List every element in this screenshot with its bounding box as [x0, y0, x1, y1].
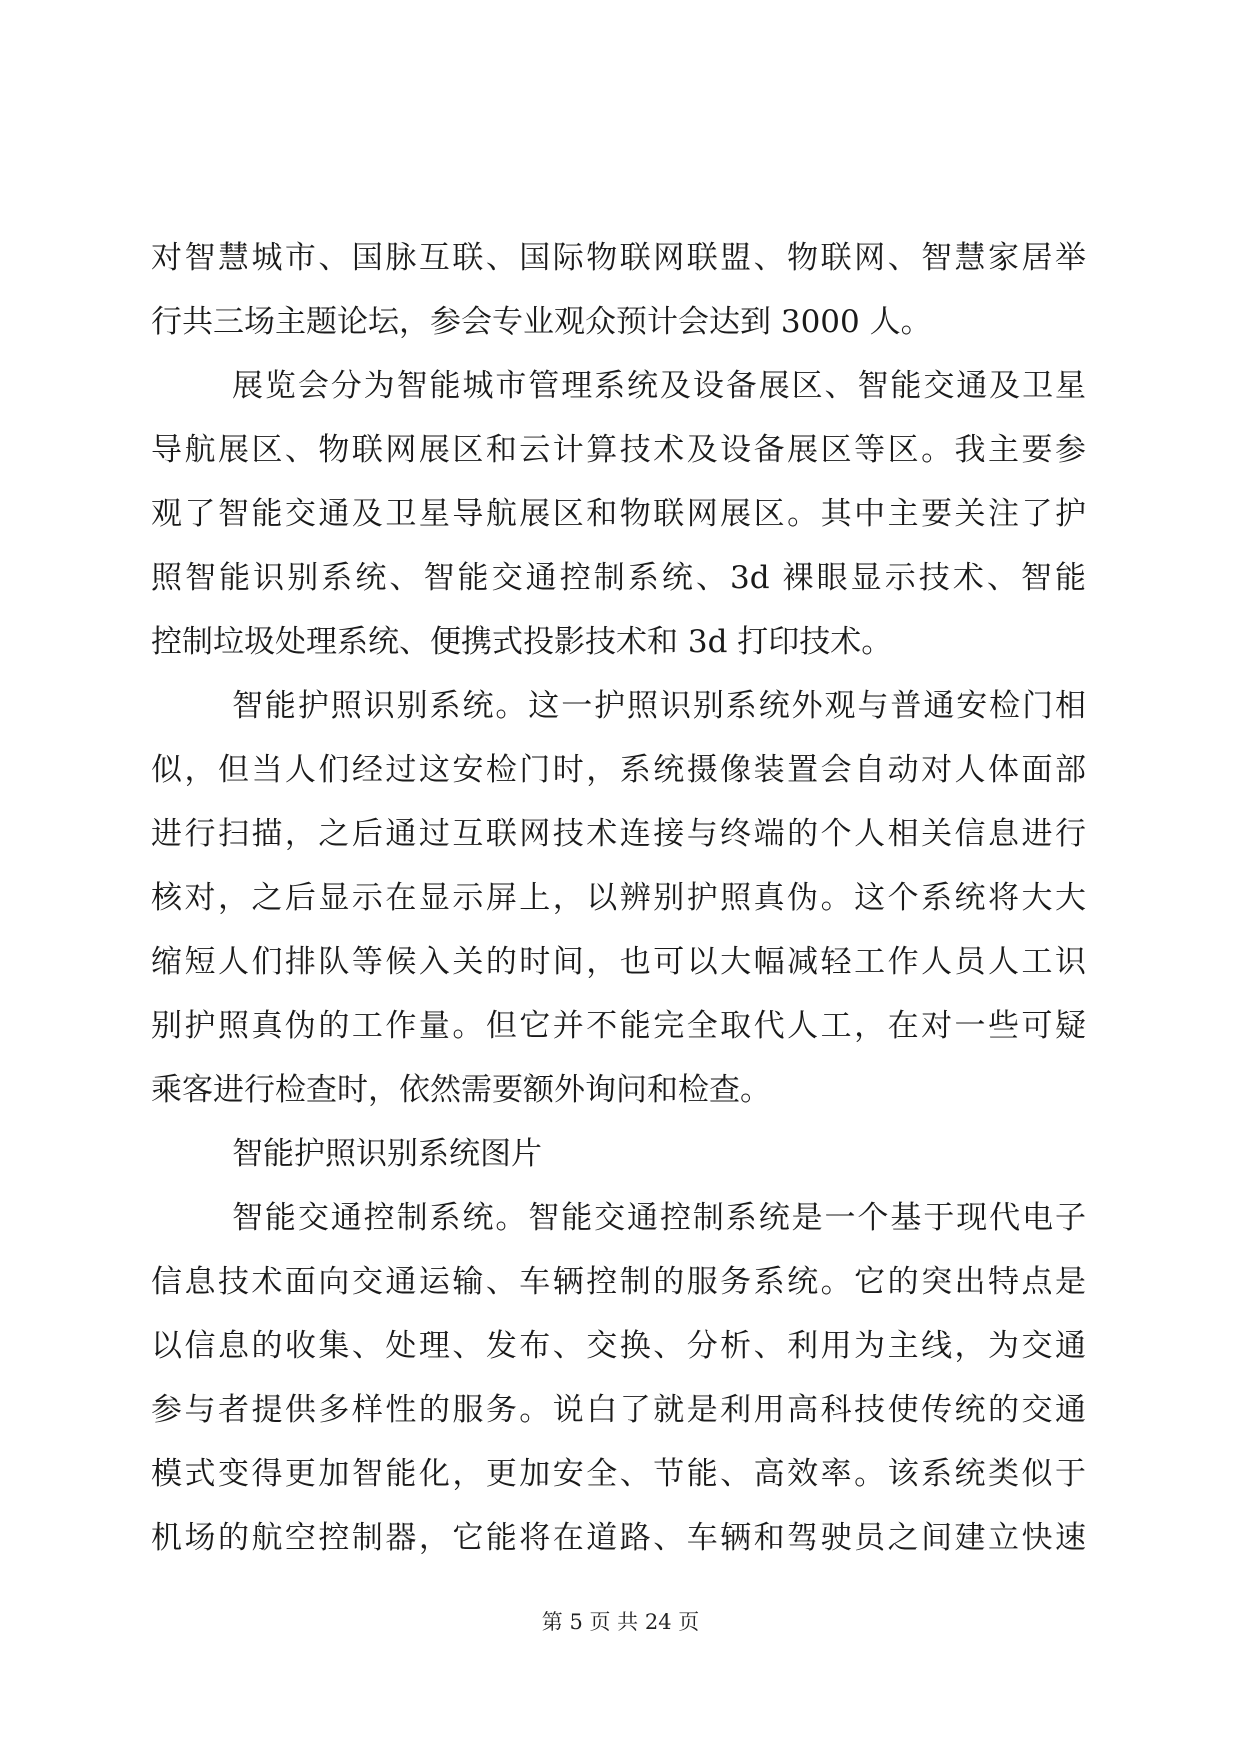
text-line: 核对，之后显示在显示屏上，以辨别护照真伪。这个系统将大大 — [151, 880, 1086, 916]
image-caption: 智能护照识别系统图片 — [232, 1136, 542, 1172]
text-line: 别护照真伪的工作量。但它并不能完全取代人工，在对一些可疑 — [151, 1008, 1086, 1044]
text-line: 导航展区、物联网展区和云计算技术及设备展区等区。我主要参 — [151, 432, 1086, 468]
paragraph-start-line: 智能护照识别系统。这一护照识别系统外观与普通安检门相 — [232, 688, 1086, 724]
text-line: 对智慧城市、国脉互联、国际物联网联盟、物联网、智慧家居举 — [151, 240, 1086, 276]
text-line: 机场的航空控制器，它能将在道路、车辆和驾驶员之间建立快速 — [151, 1520, 1086, 1556]
page-number-footer: 第 5 页 共 24 页 — [541, 1610, 700, 1634]
text-line: 参与者提供多样性的服务。说白了就是利用高科技使传统的交通 — [151, 1392, 1086, 1428]
text-line: 以信息的收集、处理、发布、交换、分析、利用为主线，为交通 — [151, 1328, 1086, 1364]
text-line: 乘客进行检查时，依然需要额外询问和检查。 — [151, 1072, 771, 1108]
text-line: 观了智能交通及卫星导航展区和物联网展区。其中主要关注了护 — [151, 496, 1086, 532]
text-line: 模式变得更加智能化，更加安全、节能、高效率。该系统类似于 — [151, 1456, 1086, 1492]
text-line: 缩短人们排队等候入关的时间，也可以大幅减轻工作人员人工识 — [151, 944, 1086, 980]
text-line: 控制垃圾处理系统、便携式投影技术和 3d 打印技术。 — [151, 624, 893, 660]
document-body — [151, 226, 1086, 1570]
text-line: 进行扫描，之后通过互联网技术连接与终端的个人相关信息进行 — [151, 816, 1086, 852]
text-line: 照智能识别系统、智能交通控制系统、3d 裸眼显示技术、智能 — [151, 560, 1086, 596]
text-line: 行共三场主题论坛，参会专业观众预计会达到 3000 人。 — [151, 304, 932, 340]
text-line: 信息技术面向交通运输、车辆控制的服务系统。它的突出特点是 — [151, 1264, 1086, 1300]
text-line: 似，但当人们经过这安检门时，系统摄像装置会自动对人体面部 — [151, 752, 1086, 788]
paragraph-start-line: 展览会分为智能城市管理系统及设备展区、智能交通及卫星 — [232, 368, 1086, 404]
paragraph-start-line: 智能交通控制系统。智能交通控制系统是一个基于现代电子 — [232, 1200, 1086, 1236]
